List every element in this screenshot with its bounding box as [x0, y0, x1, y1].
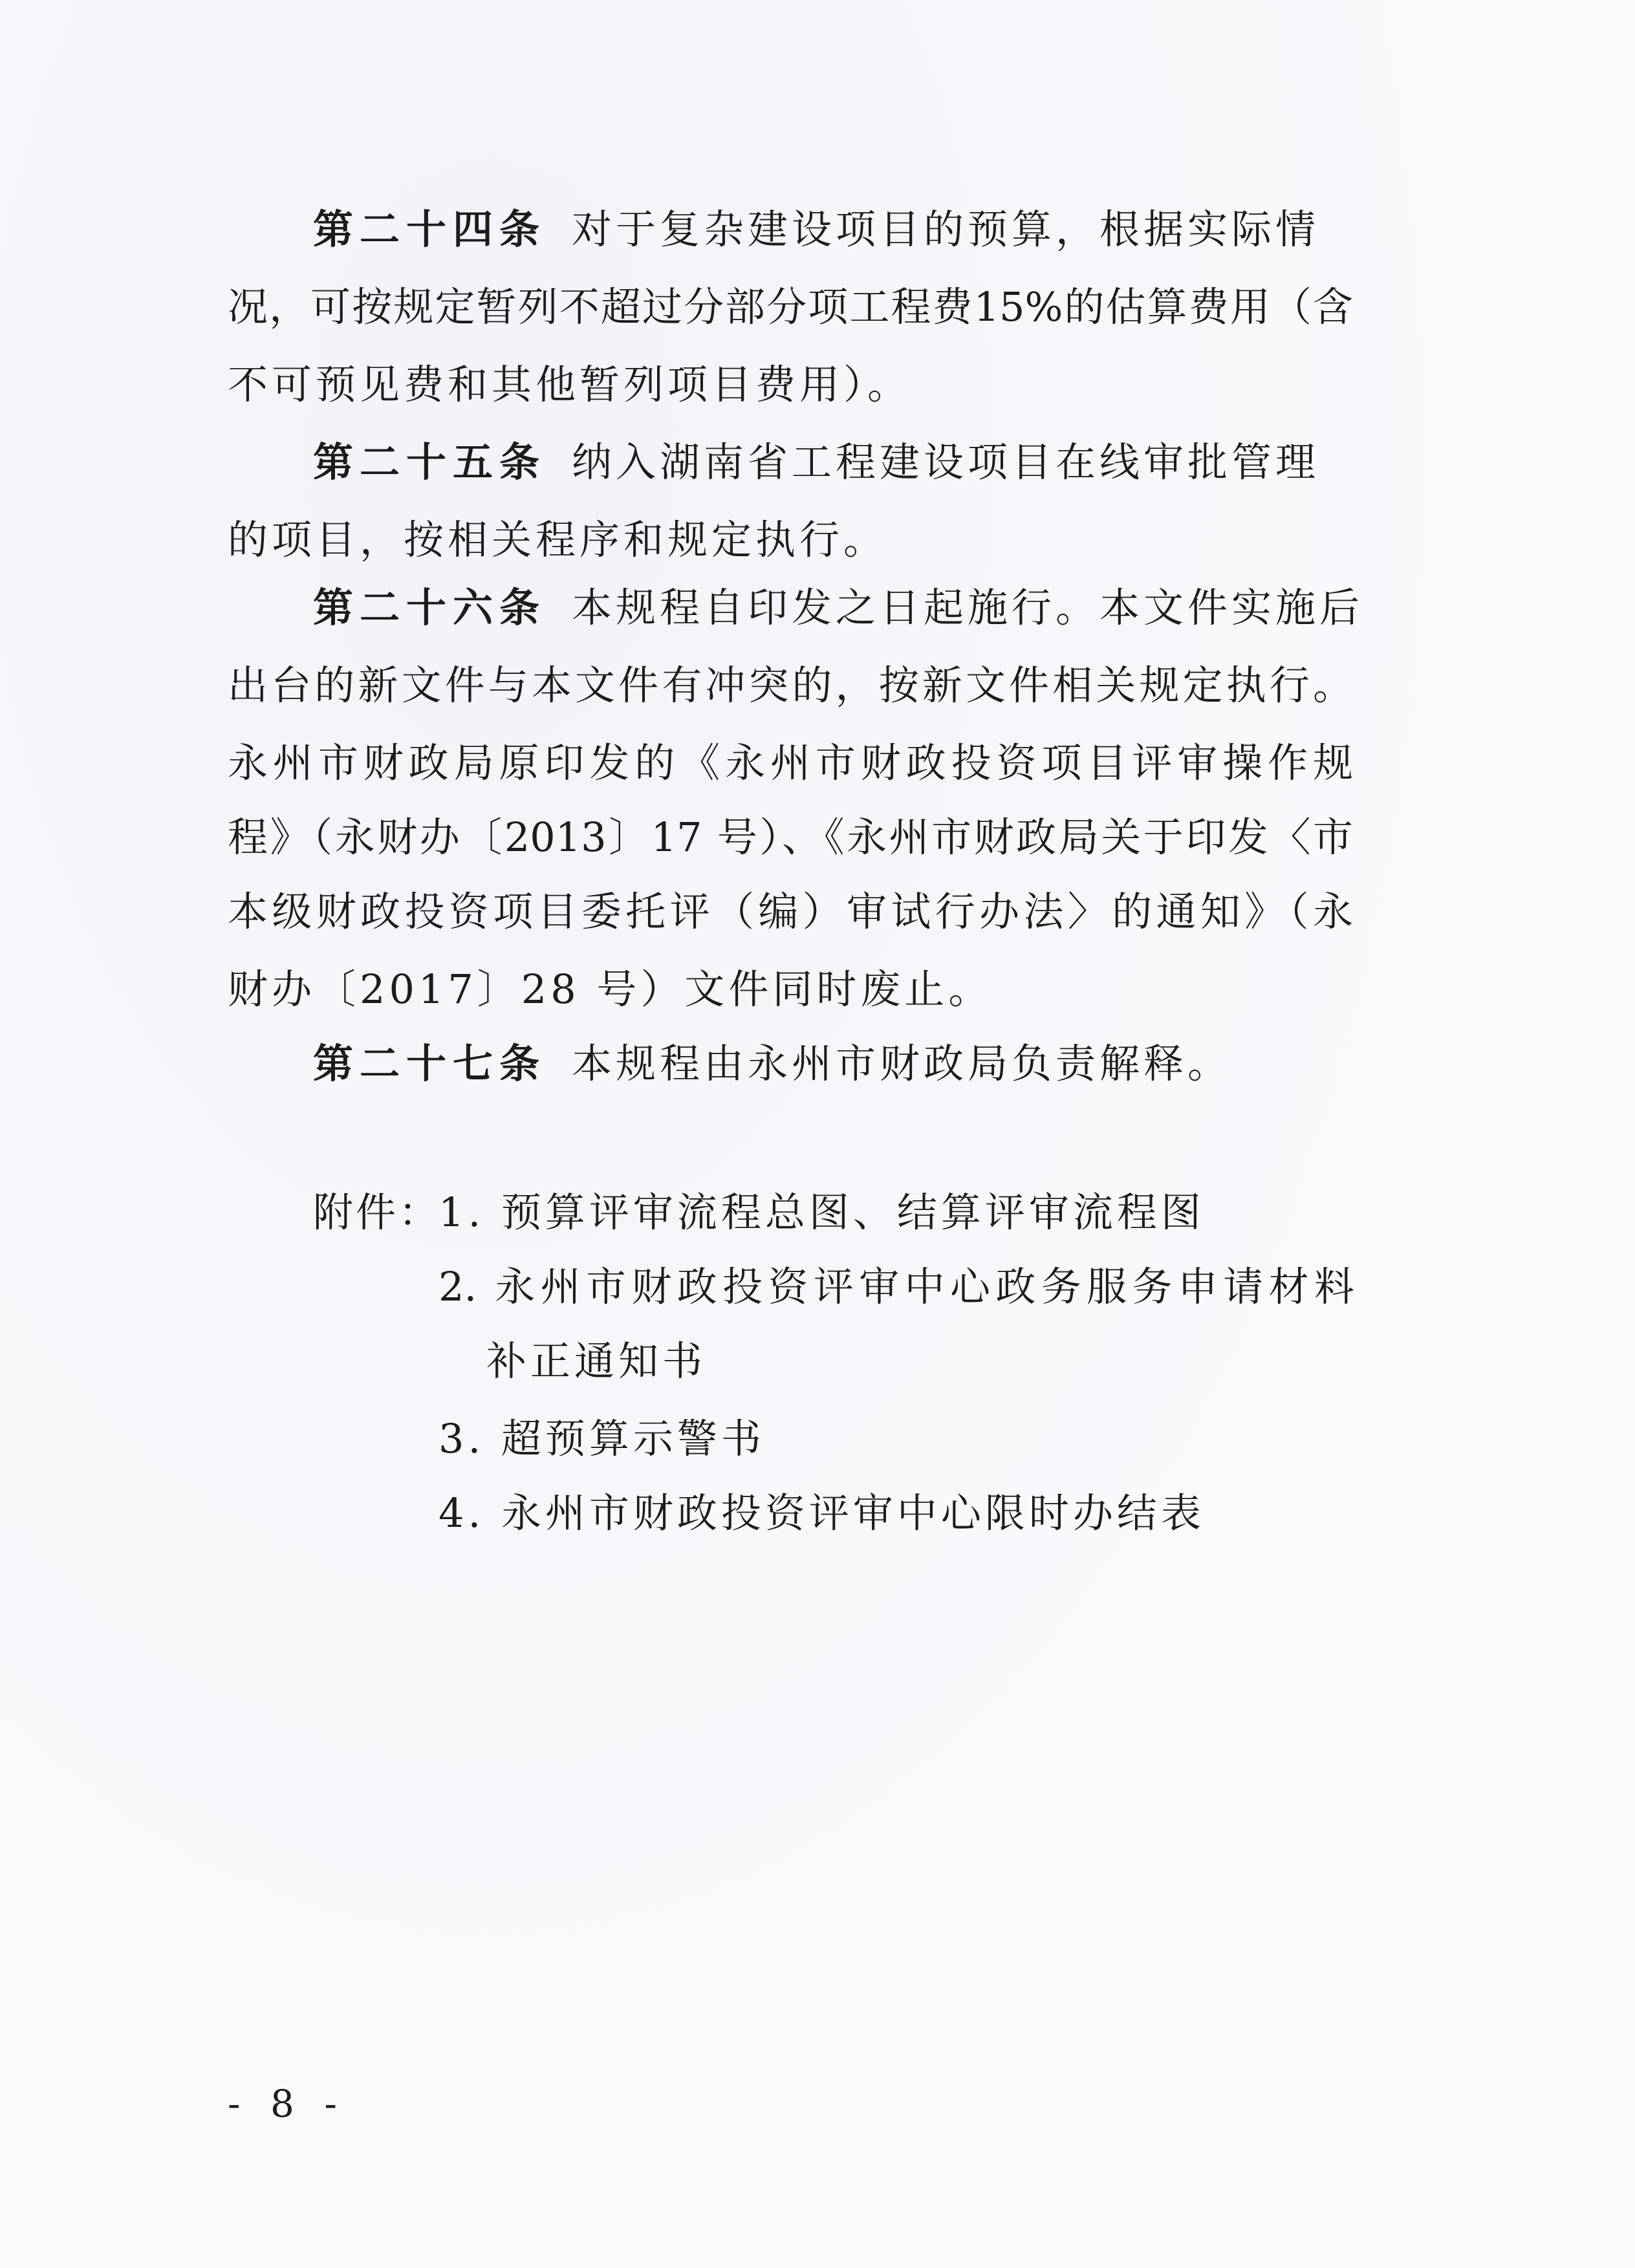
article-25-heading: 第二十五条 — [313, 438, 547, 486]
attachment-item-1: 1. 预算评审流程总图、结算评审流程图 — [439, 1189, 1205, 1236]
article-26-line-2: 出台的新文件与本文件有冲突的，按新文件相关规定执行。 — [228, 662, 1353, 709]
article-26-line-3: 永州市财政局原印发的《永州市财政投资项目评审操作规 — [228, 739, 1353, 786]
article-26-text-1: 本规程自印发之日起施行。本文件实施后 — [572, 584, 1364, 631]
attachments-label: 附件： — [313, 1189, 442, 1236]
attachment-item-2-continued: 补正通知书 — [486, 1337, 707, 1385]
attachment-item-2: 2. 永州市财政投资评审中心政务服务申请材料 — [439, 1263, 1354, 1310]
article-25-text-1: 纳入湖南省工程建设项目在线审批管理 — [572, 438, 1320, 486]
article-26-line-4: 程》（永财办〔2013〕17 号）、《永州市财政局关于印发〈市 — [228, 814, 1353, 861]
article-24-text-1: 对于复杂建设项目的预算，根据实际情 — [572, 206, 1320, 253]
article-25-line-1 — [313, 424, 1353, 501]
page-number: - 8 - — [228, 2082, 346, 2126]
article-24-line-3: 不可预见费和其他暂列项目费用）。 — [228, 361, 912, 408]
article-24-heading: 第二十四条 — [313, 206, 547, 253]
article-25-line-2: 的项目，按相关程序和规定执行。 — [228, 516, 888, 563]
article-24-line-1 — [313, 191, 1353, 268]
article-26-heading: 第二十六条 — [313, 584, 547, 631]
attachment-item-3: 3. 超预算示警书 — [439, 1415, 765, 1462]
attachment-item-4: 4. 永州市财政投资评审中心限时办结表 — [439, 1489, 1205, 1537]
article-26-line-6: 财办〔2017〕28 号）文件同时废止。 — [228, 966, 993, 1013]
article-24-line-2: 况，可按规定暂列不超过分部分项工程费15%的估算费用（含 — [228, 283, 1353, 330]
article-26-line-5: 本级财政投资项目委托评（编）审试行办法〉的通知》（永 — [228, 888, 1353, 935]
article-27-heading: 第二十七条 — [313, 1040, 547, 1087]
article-26-line-1 — [313, 569, 1364, 647]
article-27-line-1 — [313, 1025, 1353, 1103]
article-27-text-1: 本规程由永州市财政局负责解释。 — [572, 1040, 1232, 1087]
